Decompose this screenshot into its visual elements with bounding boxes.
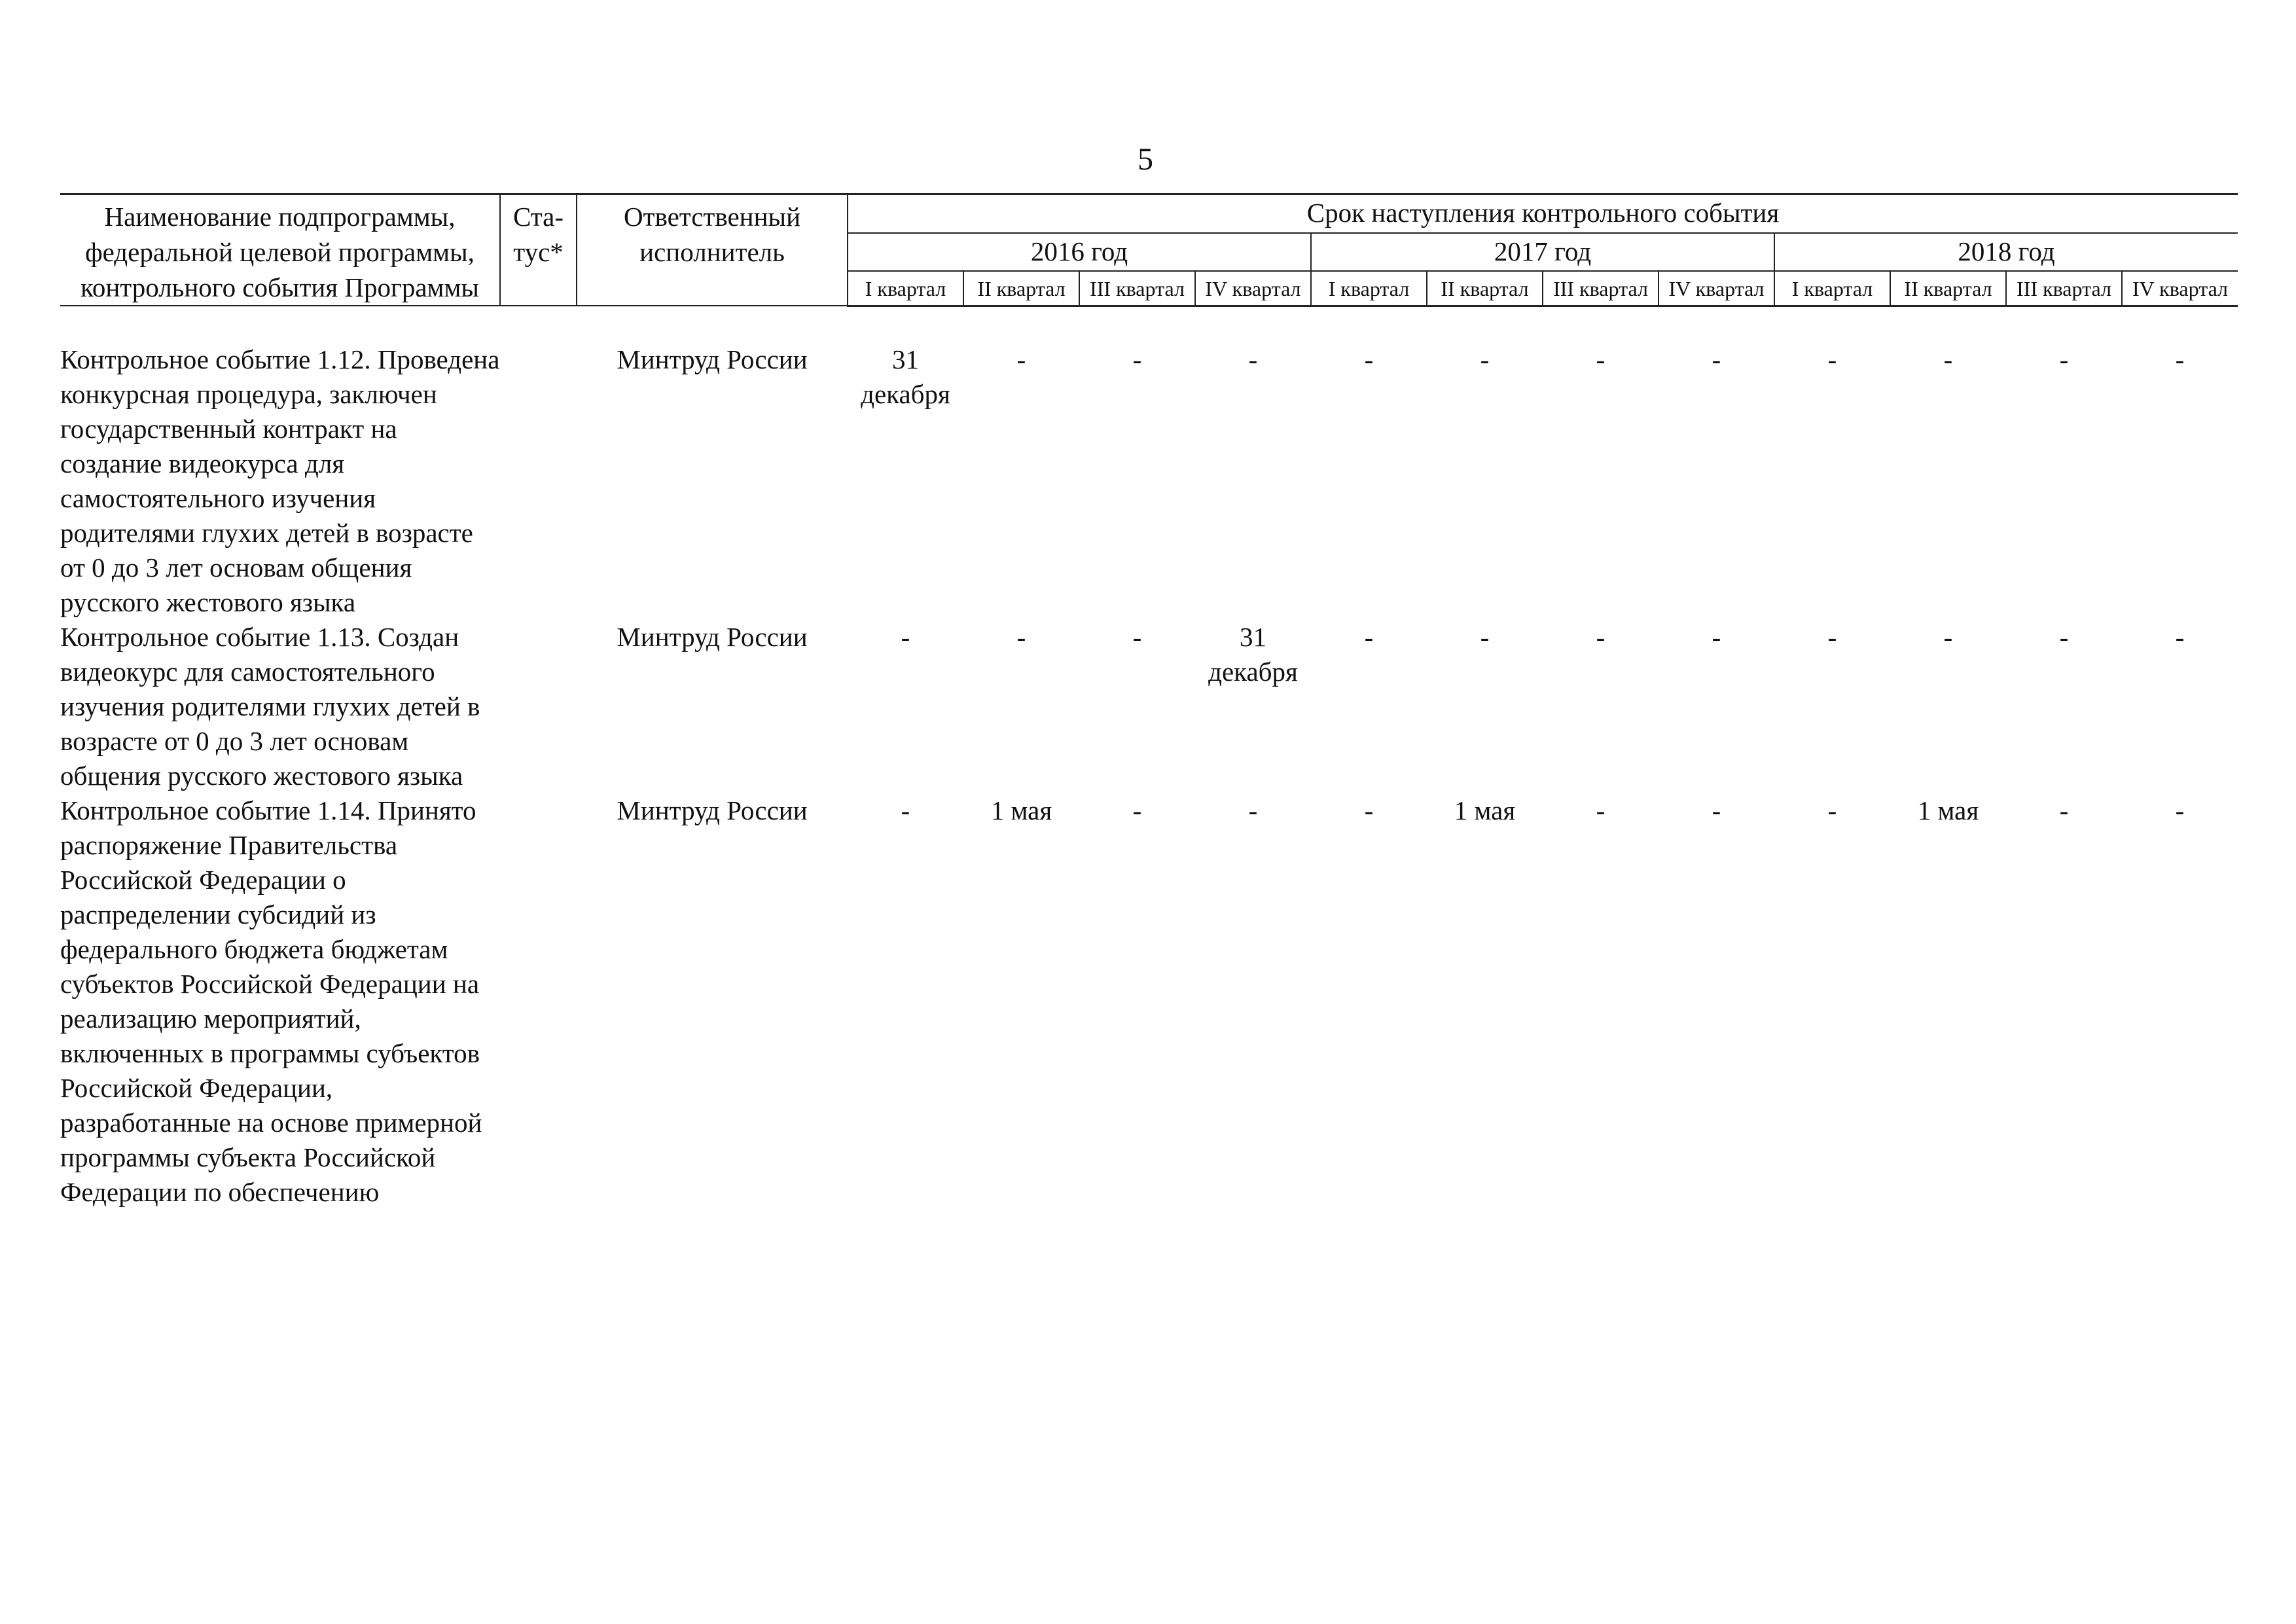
quarter-cell: - <box>1480 621 1490 652</box>
quarter-cell: - <box>2059 344 2069 374</box>
quarter-cell: - <box>2175 344 2185 374</box>
quarter-cell: 1 мая <box>990 795 1052 825</box>
quarter-cell: - <box>1016 344 1026 374</box>
event-name: Контрольное событие 1.12. Проведена конкурсная процедура, заключен государственный контракт на создание видеокурса для самостоятельного изучения родителями глухих детей в возрасте от 0 до 3 лет основам общения русского жестового языка <box>60 344 500 617</box>
quarter-cell: - <box>1132 344 1142 374</box>
quarter-cell: - <box>1712 795 1721 825</box>
quarter-cell: 1 мая <box>1454 795 1516 825</box>
event-executor: Минтруд России <box>617 621 808 652</box>
quarter-cell: - <box>1712 621 1721 652</box>
event-name: Контрольное событие 1.14. Принято распоряжение Правительства Российской Федерации о распределении субсидий из федерального бюджета бюджетам субъектов Российской Федерации на реализацию мероприятий, включенных в программы субъектов Российской Федерации, разработанные на основе примерной программы субъекта Российской Федерации по обеспечению <box>60 795 482 1207</box>
header-quarter: II квартал <box>1427 271 1543 306</box>
event-status <box>500 342 577 620</box>
table-row <box>60 620 2238 793</box>
quarter-cell: - <box>1596 344 1605 374</box>
header-name-column: Наименование подпрограммы, федеральной целевой программы, контрольного события Программы <box>60 194 500 306</box>
quarter-cell: 1 мая <box>1917 795 1979 825</box>
quarter-cell: - <box>1132 621 1142 652</box>
event-status <box>500 793 577 1210</box>
quarter-cell: - <box>1943 621 1953 652</box>
quarter-cell: - <box>1827 795 1837 825</box>
header-quarter: IV квартал <box>2122 271 2238 306</box>
quarter-cell: - <box>1132 795 1142 825</box>
table-row <box>60 342 2238 620</box>
header-quarter: I квартал <box>1774 271 1890 306</box>
quarter-cell: - <box>1596 621 1605 652</box>
quarter-cell: - <box>1480 344 1490 374</box>
quarter-cell: - <box>901 795 910 825</box>
quarter-cell: - <box>1596 795 1605 825</box>
table-row <box>60 793 2238 1210</box>
table-header <box>60 194 2238 306</box>
quarter-cell: 31 декабря <box>861 344 950 409</box>
quarter-cell: - <box>2175 795 2185 825</box>
header-quarter: III квартал <box>2006 271 2122 306</box>
header-quarter: I квартал <box>848 271 963 306</box>
event-executor: Минтруд России <box>617 795 808 825</box>
quarter-cell: - <box>1827 621 1837 652</box>
header-quarter: III квартал <box>1543 271 1659 306</box>
quarter-cell: - <box>1248 795 1258 825</box>
quarter-cell: - <box>1016 621 1026 652</box>
page-number: 5 <box>1138 142 1153 177</box>
header-quarter: III квартал <box>1079 271 1195 306</box>
quarter-cell: - <box>2059 795 2069 825</box>
header-year: 2017 год <box>1311 233 1774 272</box>
header-executor-column: Ответственный исполнитель <box>577 194 848 306</box>
quarter-cell: - <box>1364 621 1374 652</box>
header-quarter: I квартал <box>1311 271 1427 306</box>
table-body <box>60 306 2238 1210</box>
quarter-cell: 31 декабря <box>1208 621 1298 687</box>
header-quarter: II квартал <box>963 271 1079 306</box>
header-year: 2018 год <box>1774 233 2238 272</box>
quarter-cell: - <box>1712 344 1721 374</box>
header-status-column: Ста-тус* <box>500 194 577 306</box>
header-year: 2016 год <box>848 233 1311 272</box>
event-name: Контрольное событие 1.13. Создан видеокурс для самостоятельного изучения родителями глухих детей в возрасте от 0 до 3 лет основам общения русского жестового языка <box>60 621 480 791</box>
quarter-cell: - <box>901 621 910 652</box>
quarter-cell: - <box>1248 344 1258 374</box>
quarter-cell: - <box>1364 344 1374 374</box>
spacer-row <box>60 306 2238 342</box>
event-executor: Минтруд России <box>617 344 808 374</box>
quarter-cell: - <box>2175 621 2185 652</box>
header-deadline-column: Срок наступления контрольного события <box>848 194 2238 233</box>
quarter-cell: - <box>1827 344 1837 374</box>
control-events-table <box>60 193 2238 1210</box>
quarter-cell: - <box>1364 795 1374 825</box>
quarter-cell: - <box>2059 621 2069 652</box>
header-quarter: IV квартал <box>1195 271 1311 306</box>
quarter-cell: - <box>1943 344 1953 374</box>
header-quarter: IV квартал <box>1659 271 1774 306</box>
event-status <box>500 620 577 793</box>
header-quarter: II квартал <box>1890 271 2006 306</box>
